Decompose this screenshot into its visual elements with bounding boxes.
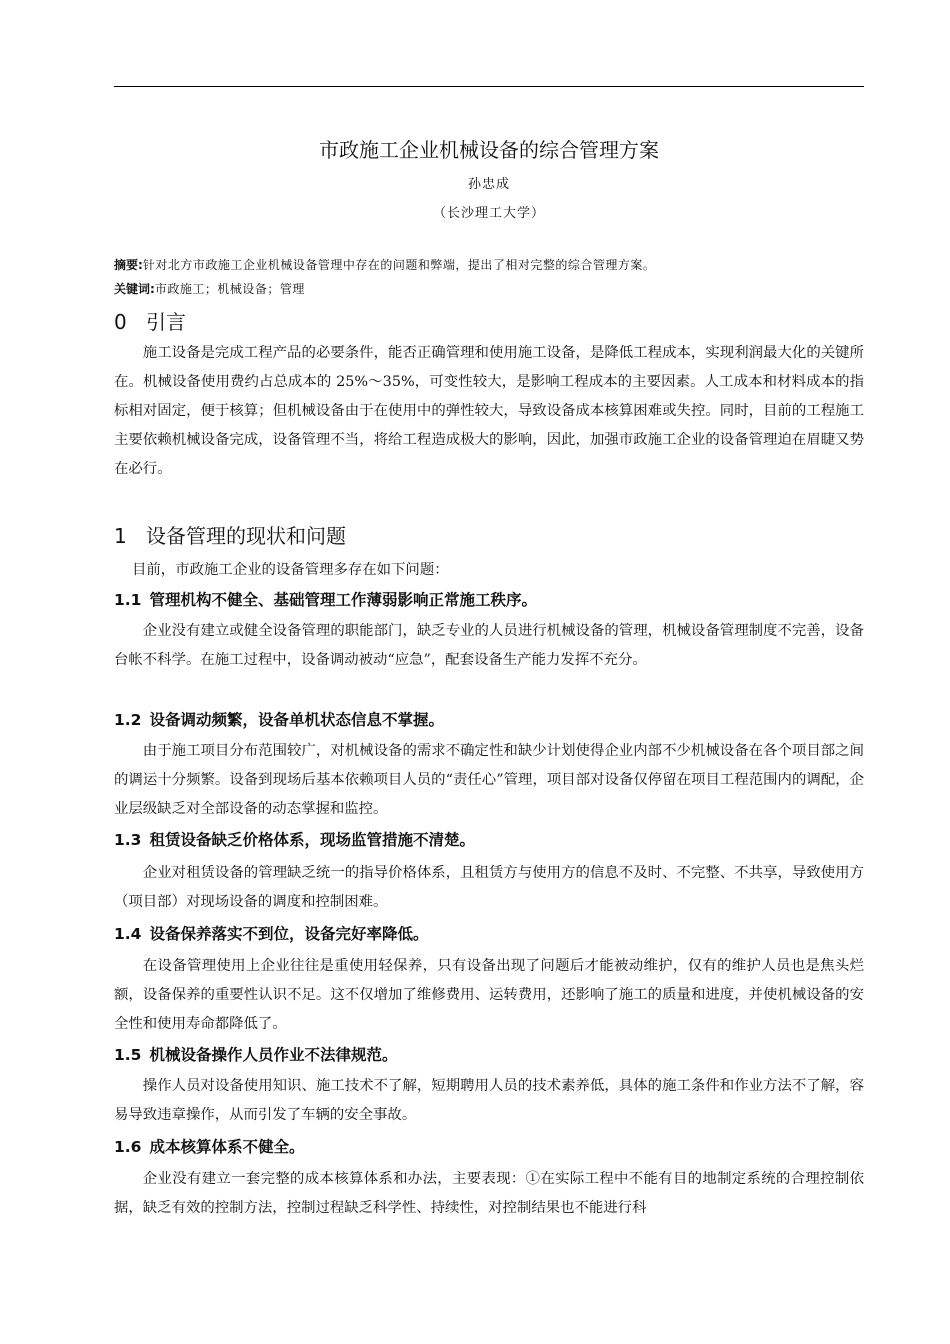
subsection-heading-1-6: 1.6 成本核算体系不健全。 [114, 1138, 305, 1156]
section-number: 0 [114, 310, 127, 334]
paragraph-1-3: 企业对租赁设备的管理缺乏统一的指导价格体系，且租赁方与使用方的信息不及时、不完整、不共享，导致使用方（项目部）对现场设备的调度和控制困难。 [114, 865, 864, 910]
section-heading-0 [114, 306, 186, 335]
abstract-label: 摘要: [114, 258, 143, 272]
abstract [114, 256, 864, 273]
abstract-text: 针对北方市政施工企业机械设备管理中存在的问题和弊端，提出了相对完整的综合管理方案。 [142, 258, 656, 272]
paragraph-1-1: 企业没有建立或健全设备管理的职能部门，缺乏专业的人员进行机械设备的管理，机械设备管理制度不完善，设备台帐不科学。在施工过程中，设备调动被动“应急”，配套设备生产能力发挥不充分。 [114, 623, 864, 668]
paragraph-1-4: 在设备管理使用上企业往往是重使用轻保养，只有设备出现了问题后才能被动维护，仅有的维护人员也是焦头烂额，设备保养的重要性认识不足。这不仅增加了维修费用、运转费用，还影响了施工的质量和进度，并使机械设备的安全性和使用寿命都降低了。 [114, 958, 864, 1032]
keywords [114, 280, 864, 297]
subsection-heading-1-1: 1.1 管理机构不健全、基础管理工作薄弱影响正常施工秩序。 [114, 591, 537, 609]
section-number: 1 [114, 524, 127, 548]
section-title: 引言 [146, 310, 186, 334]
section-intro-text: 目前，市政施工企业的设备管理多存在如下问题： [132, 562, 449, 578]
keywords-label: 关键词: [114, 282, 155, 296]
author: 孙忠成 [467, 177, 510, 192]
subsection-heading-1-2: 1.2 设备调动频繁，设备单机状态信息不掌握。 [114, 711, 444, 729]
subsection-heading-1-4: 1.4 设备保养落实不到位，设备完好率降低。 [114, 925, 429, 943]
paragraph-intro: 施工设备是完成工程产品的必要条件，能否正确管理和使用施工设备，是降低工程成本，实现利润最大化的关键所在。机械设备使用费约占总成本的 25%～35%，可变性较大，是影响工程成本的主要因素。人工成本和材料成本的指标相对固定，便于核算；但机械设备由于在使用中的弹性较大，导致设备成本核算困难或失控。同时，目前的工程施工主要依赖机械设备完成，设备管理不当，将给工程造成极大的影响，因此，加强市政施工企业的设备管理迫在眉睫又势在必行。 [114, 345, 864, 477]
subsection-heading-1-5: 1.5 机械设备操作人员作业不法律规范。 [114, 1046, 398, 1064]
subsection-heading-1-3: 1.3 租赁设备缺乏价格体系，现场监管措施不清楚。 [114, 831, 475, 849]
section-title: 设备管理的现状和问题 [146, 524, 346, 548]
header-rule [114, 86, 864, 87]
document-title: 市政施工企业机械设备的综合管理方案 [319, 138, 659, 162]
paragraph-1-2: 由于施工项目分布范围较广，对机械设备的需求不确定性和缺少计划使得企业内部不少机械设备在各个项目部之间的调运十分频繁。设备到现场后基本依赖项目人员的“责任心”管理，项目部对设备仅停留在项目工程范围内的调配，企业层级缺乏对全部设备的动态掌握和监控。 [114, 743, 864, 817]
keywords-text: 市政施工；机械设备；管理 [154, 282, 305, 296]
affiliation: （长沙理工大学） [432, 206, 545, 221]
paragraph-1-6: 企业没有建立一套完整的成本核算体系和办法，主要表现：①在实际工程中不能有目的地制定系统的合理控制依据，缺乏有效的控制方法，控制过程缺乏科学性、持续性，对控制结果也不能进行科 [114, 1171, 864, 1216]
paragraph-1-5: 操作人员对设备使用知识、施工技术不了解，短期聘用人员的技术素养低，具体的施工条件和作业方法不了解，容易导致违章操作，从而引发了车辆的安全事故。 [114, 1078, 864, 1123]
section-heading-1 [114, 520, 346, 549]
